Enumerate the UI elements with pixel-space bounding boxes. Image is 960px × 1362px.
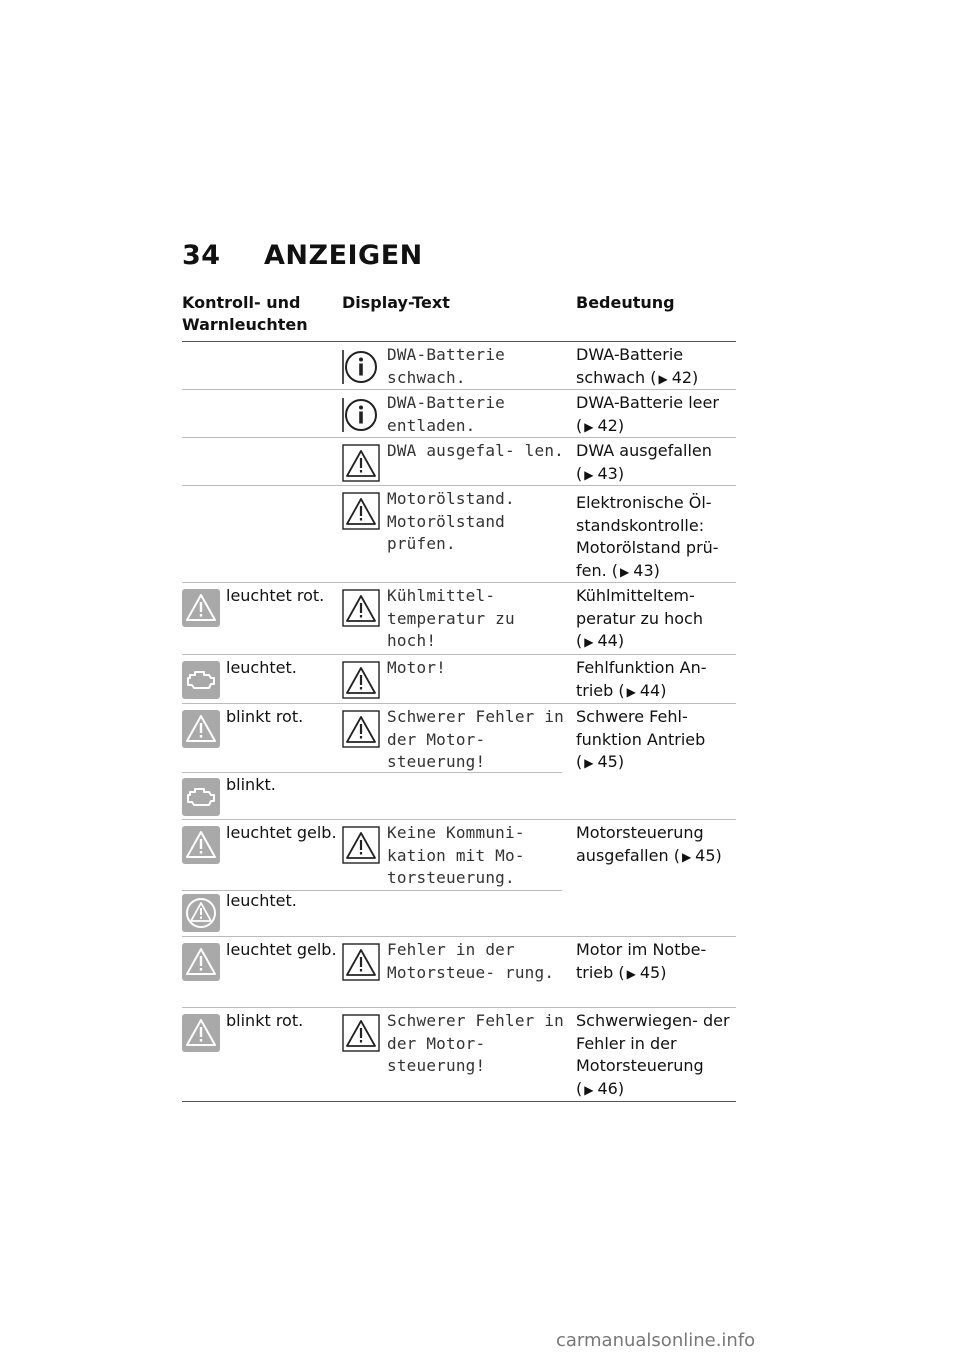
page-reference: ( ▶ 42) [576,416,624,435]
meaning-text [576,706,736,775]
table-header [182,292,736,342]
row-divider [182,772,342,773]
lamp-state-text: leuchtet gelb. [226,823,337,842]
lamp-state-text: blinkt rot. [226,1011,304,1030]
page-ref-number: 46) [597,1078,625,1098]
lamp-state-text: blinkt. [226,775,276,794]
info-icon [342,348,380,386]
lamp-state-text: blinkt rot. [226,707,304,726]
page-reference: ( ▶ 43) [612,561,660,580]
page-title [182,240,423,271]
arrow-right-icon: ▶ [584,467,594,482]
meaning-label: Elektronische Öl- standskontrolle: Motorölstand prü- fen. [576,493,719,580]
display-text: DWA-Batterie entladen. [387,393,505,435]
page-ref-number: 45) [597,752,625,771]
meaning-text [576,939,736,985]
page-ref-number: 42) [671,367,699,387]
warning-triangle-icon [342,943,380,981]
warning-triangle-icon [182,710,220,748]
meaning-label: DWA-Batterie schwach [576,345,684,387]
arrow-right-icon: ▶ [681,849,692,864]
page-reference: ( ▶ 44) [618,681,666,700]
meaning-label: Kühlmitteltem- peratur zu hoch [576,586,703,628]
arrow-right-icon: ▶ [620,564,630,579]
arrow-right-icon: ▶ [626,684,636,699]
lamp-state-text: leuchtet gelb. [226,940,337,959]
warning-triangle-icon [182,943,220,981]
arrow-right-icon: ▶ [658,371,668,386]
table-row [182,583,736,655]
display-text: DWA-Batterie schwach. [387,345,505,387]
display-text: Keine Kommuni- kation mit Mo- torsteuerung. [387,823,525,887]
meaning-text [576,344,736,390]
arrow-right-icon: ▶ [626,966,636,981]
table-row [182,1008,736,1102]
display-text: Fehler in der Motorsteue- rung. [387,940,555,982]
meaning-text [576,440,736,486]
display-text: Kühlmittel- temperatur zu hoch! [387,586,515,650]
meaning-label: DWA ausgefallen [576,441,712,460]
lamp-state-text: leuchtet rot. [226,586,325,605]
display-text: DWA ausgefal- len. [387,441,564,460]
circle-warning-icon [182,894,220,932]
warning-triangle-icon [342,492,380,530]
arrow-right-icon: ▶ [584,419,594,434]
warning-triangle-icon [182,1014,220,1052]
page-reference: ( ▶ 43) [576,464,624,483]
chapter-title: ANZEIGEN [264,240,423,271]
arrow-right-icon: ▶ [584,756,594,770]
meaning-text [576,1010,736,1101]
row-divider [342,890,562,891]
page-ref-number: 43) [633,560,660,580]
table-row [182,655,736,704]
arrow-right-icon: ▶ [584,635,594,649]
warning-triangle-icon [342,710,380,748]
watermark: carmanualsonline.info [556,1330,756,1351]
meaning-text [576,392,736,438]
page-reference: ( ▶ 45) [674,846,722,865]
meaning-label: Schwerwiegen- der Fehler in der Motorsteuerung [576,1011,730,1075]
meaning-text [576,657,736,703]
lamp-state-text: leuchtet. [226,658,297,677]
table-row [182,486,736,583]
meaning-label: Fehlfunktion An- trieb [576,658,707,700]
page-ref-number: 45) [695,845,722,865]
table-row [182,820,736,937]
meaning-label: Motorsteuerung ausgefallen [576,823,704,865]
engine-icon [182,778,220,816]
page-reference: ( ▶ 44) [576,631,624,650]
page-ref-number: 44) [597,631,625,650]
header-warning-lights: Kontroll- und Warnleuchten [182,293,308,334]
page-ref-number: 44) [639,680,667,700]
indicator-table [182,292,736,1102]
page-ref-number: 43) [597,463,625,483]
meaning-label: Schwere Fehl- funktion Antrieb [576,707,706,749]
engine-icon [182,661,220,699]
meaning-text [576,492,736,583]
info-icon [342,396,380,434]
display-text: Schwerer Fehler in der Motor- steuerung! [387,707,564,771]
meaning-label: DWA-Batterie leer [576,393,719,412]
page-ref-number: 42) [597,415,625,435]
table-row [182,937,736,1008]
page-number: 34 [182,240,221,271]
lamp-state-text: leuchtet. [226,891,297,910]
arrow-right-icon: ▶ [584,1082,594,1097]
warning-triangle-icon [182,589,220,627]
page-reference: ( ▶ 45) [576,752,624,771]
warning-triangle-icon [182,826,220,864]
warning-triangle-icon [342,444,380,482]
meaning-text [576,822,736,868]
meaning-label: Motor im Notbe- trieb [576,940,707,982]
warning-triangle-icon [342,589,380,627]
header-meaning: Bedeutung [576,293,675,312]
warning-triangle-icon [342,1014,380,1052]
display-text: Schwerer Fehler in der Motor- steuerung! [387,1011,564,1075]
table-row [182,390,736,438]
display-text: Motorölstand. Motorölstand prüfen. [387,489,515,553]
page-ref-number: 45) [639,962,667,982]
table-row [182,342,736,390]
header-display-text: Display-Text [342,293,450,312]
page-reference: ( ▶ 42) [650,368,698,387]
page-reference: ( ▶ 45) [618,963,666,982]
warning-triangle-icon [342,661,380,699]
page-reference: ( ▶ 46) [576,1079,624,1098]
meaning-text [576,585,736,654]
warning-triangle-icon [342,826,380,864]
table-row [182,438,736,486]
display-text: Motor! [387,658,446,677]
table-row [182,704,736,820]
